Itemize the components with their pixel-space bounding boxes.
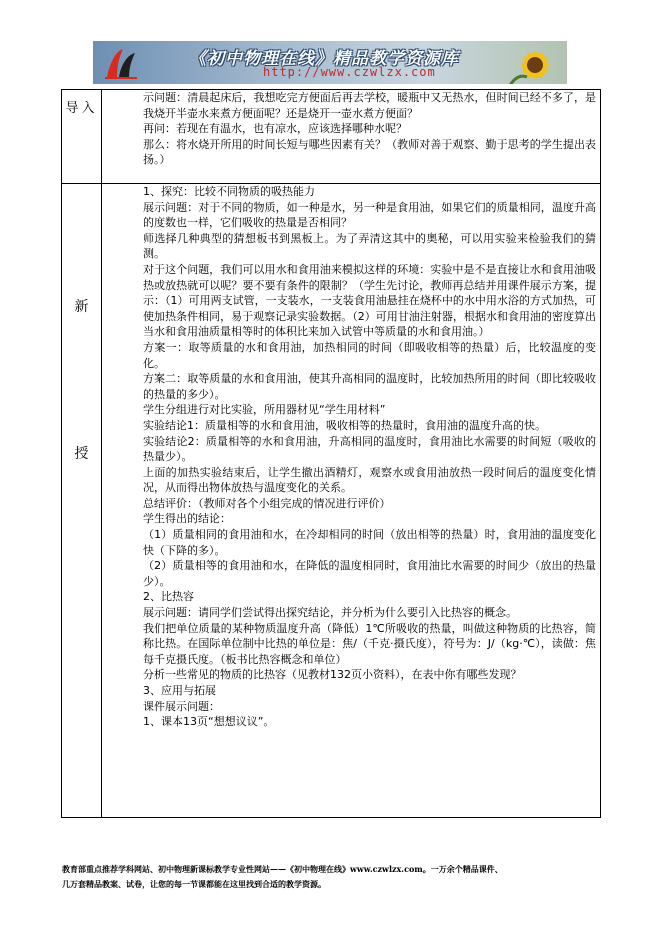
teach-line: 实验结论1：质量相等的水和食用油，吸收相等的热量时，食用油的温度升高的快。 — [143, 418, 546, 432]
intro-content — [102, 90, 601, 184]
teach-line: 实验结论2：质量相等的水和食用油，升高相同的温度时，食用油比水需要的时间短（吸收的热量少）。 — [143, 434, 596, 464]
teach-line: 3、应用与拓展 — [143, 684, 216, 697]
teach-line: （2）质量相等的食用油和水，在降低的温度相同时，食用油比水需要的时间少（放出的热量少）。 — [143, 559, 596, 588]
teach-line: 课件展示问题： — [143, 699, 220, 713]
teach-line: 分析一些常见的物质的比热容（见教材132页小资料），在表中你有哪些发现？ — [143, 668, 522, 682]
teach-line: 学生得出的结论： — [143, 512, 231, 526]
site-banner — [93, 41, 567, 84]
intro-line: 那么：将水烧开所用的时间长短与哪些因素有关？（教师对善于观察、勤于思考的学生提出表扬。） — [143, 137, 596, 167]
sunflower-icon — [503, 41, 563, 84]
teach-label-char: 授 — [74, 446, 89, 462]
banner-url[interactable]: http://www.czwlzx.com — [263, 65, 436, 79]
footer-line: 教育部重点推荐学科网站、初中物理新课标教学专业性网站——《初中物理在线》www.czwlzx.com。一万余个精品课件、 — [62, 864, 503, 874]
intro-label: 导入 — [65, 101, 98, 116]
intro-line: 再问：若现在有温水，也有凉水，应该选择哪种水呢？ — [143, 122, 407, 136]
teach-line: 师选择几种典型的猜想板书到黑板上。为了弄清这其中的奥秘，可以用实验来检验我们的猜测。 — [143, 231, 596, 261]
teach-line: （1）质量相同的食用油和水，在冷却相同的时间（放出相等的热量）时，食用油的温度变化快（下降的多）。 — [143, 528, 596, 557]
teach-content — [102, 184, 601, 818]
teach-line: 方案一：取等质量的水和食用油，加热相同的时间（即吸收相等的热量）后，比较温度的变化。 — [143, 340, 596, 370]
teach-line: 总结评价：（教师对各个小组完成的情况进行评价） — [143, 496, 391, 510]
teach-line: 1、课本13页“想想议议”。 — [143, 715, 275, 729]
teach-line: 学生分组进行对比实验，所用器材见“学生用材料” — [143, 403, 386, 417]
teach-label-cell — [62, 184, 102, 818]
teach-line: 展示问题：对于不同的物质，如一种是水，另一种是食用油，如果它们的质量相同，温度升高的度数也一样，它们吸收的热量是否相同？ — [143, 200, 596, 230]
teach-label-char: 新 — [74, 299, 89, 315]
site-logo-icon — [101, 45, 141, 81]
teach-line: 1、探究：比较不同物质的吸热能力 — [143, 185, 315, 198]
teach-line: 方案二：取等质量的水和食用油，使其升高相同的温度时，比较加热所用的时间（即比较吸收的热量的多少）。 — [143, 372, 596, 401]
banner-title: 《初中物理在线》精品教学资源库 — [189, 49, 459, 69]
intro-label-cell — [62, 90, 102, 184]
lesson-table — [61, 89, 601, 818]
page-footer — [62, 862, 622, 892]
teach-row — [62, 184, 601, 818]
intro-row — [62, 90, 601, 184]
teach-line: 我们把单位质量的某种物质温度升高（降低）1℃所吸收的热量，叫做这种物质的比热容，简称比热。在国际单位制中比热的单位是：焦/（千克·摄氏度），符号为：J/（kg·℃），读做：焦每千克摄氏度。（板书比热容概念和单位） — [143, 621, 596, 666]
teach-line: 对于这个问题，我们可以用水和食用油来模拟这样的环境：实验中是不是直接让水和食用油吸热或放热就可以呢？要不要有条件的限制？（学生先讨论，教师再总结并用课件展示方案，提示：（1）可用两支试管，一支装水，一支装食用油悬挂在烧杯中的水中用水浴的方式加热，可使加热条件相同，易于观察记录实验数据。（2）可用甘油注射器，根据水和食用油的密度算出当水和食用油质量相等时的体积比来加入试管中等质量的水和食用油。） — [143, 262, 596, 339]
intro-line: 示问题：清晨起床后，我想吃完方便面后再去学校，暖瓶中又无热水，但时间已经不多了，是我烧开半壶水来煮方便面呢？还是烧开一壶水煮方便面？ — [143, 91, 596, 120]
footer-line: 几万套精品教案、试卷，让您的每一节课都能在这里找到合适的教学资源。 — [62, 879, 326, 889]
teach-line: 上面的加热实验结束后，让学生撤出酒精灯，观察水或食用油放热一段时间后的温度变化情况，从而得出物体放热与温度变化的关系。 — [143, 465, 596, 495]
teach-line: 展示问题：请同学们尝试得出探究结论，并分析为什么要引入比热容的概念。 — [143, 606, 517, 620]
teach-line: 2、比热容 — [143, 590, 194, 604]
